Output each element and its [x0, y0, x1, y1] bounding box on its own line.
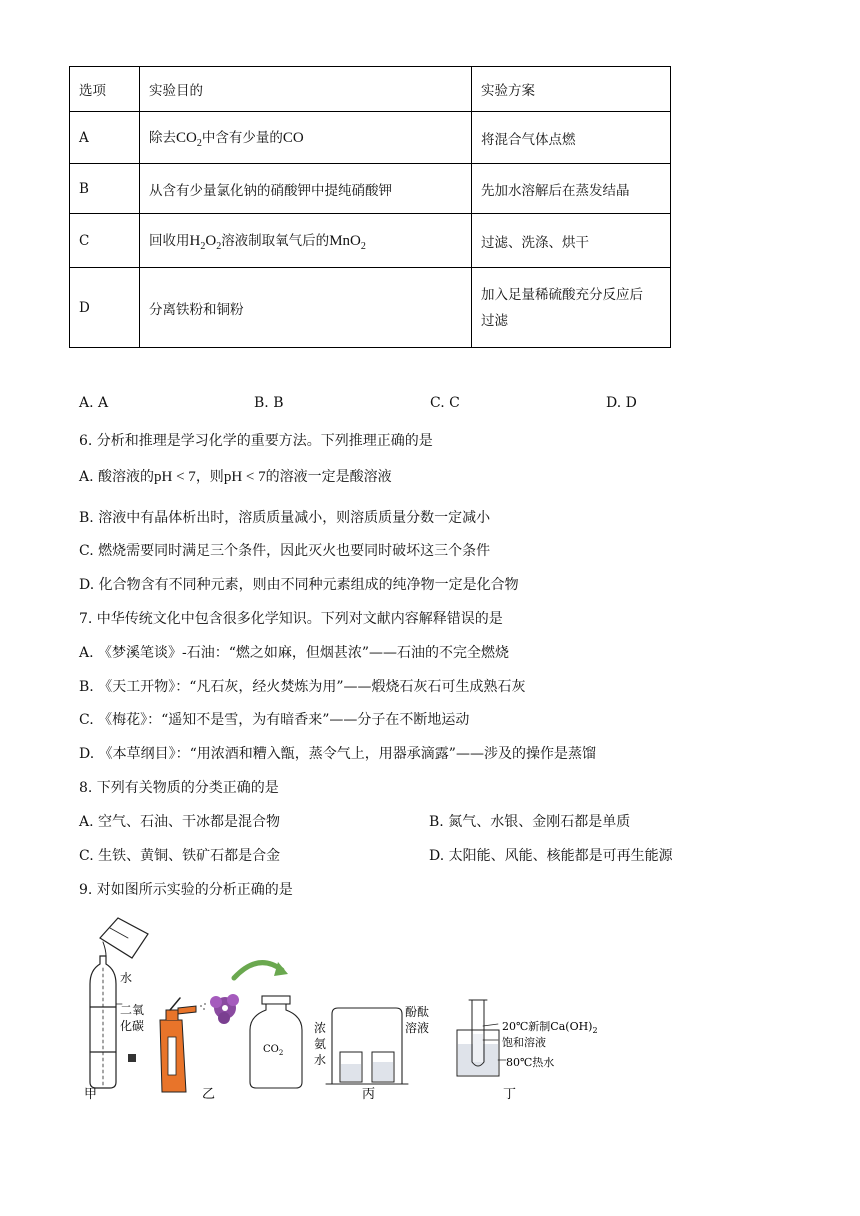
- table-header-row: [70, 67, 671, 112]
- table-row: [70, 214, 671, 268]
- q6-stem: 6. 分析和推理是学习化学的重要方法。下列推理正确的是: [79, 433, 433, 449]
- header-option: 选项: [70, 67, 140, 112]
- table-row: [70, 164, 671, 214]
- label-bing: 丙: [362, 1087, 376, 1102]
- q9-experiment-figure: [70, 912, 670, 1102]
- phenolphthalein-beaker-drawing: [372, 1052, 394, 1082]
- q6-choice-c[interactable]: C. 燃烧需要同时满足三个条件，因此灭火也要同时破坏这三个条件: [79, 543, 491, 559]
- row-option: B: [70, 164, 140, 214]
- table-row: [70, 268, 671, 348]
- label-co2-line1: 二氧: [120, 1003, 145, 1017]
- label-ammonia-2: 氨: [314, 1037, 327, 1051]
- q7-stem: 7. 中华传统文化中包含很多化学知识。下列对文献内容解释错误的是: [79, 611, 503, 627]
- q5-choice-d[interactable]: D. D: [606, 395, 637, 411]
- row-option: C: [70, 214, 140, 268]
- row-plan: 先加水溶解后在蒸发结晶: [472, 164, 671, 214]
- row-purpose: 回收用$H_2O_2$溶液制取氧气后的MnO$_2$: [140, 214, 472, 268]
- header-plan: 实验方案: [472, 67, 671, 112]
- row-purpose: 除去$CO_2$中含有少量的CO: [140, 112, 472, 164]
- row-plan: 过滤、洗涤、烘干: [472, 214, 671, 268]
- gas-bottle-drawing: [250, 996, 302, 1088]
- table-row: [70, 112, 671, 164]
- row-purpose: 分离铁粉和铜粉: [140, 268, 472, 348]
- label-ammonia-1: 浓: [314, 1021, 327, 1035]
- label-co2-line2: 化碳: [120, 1019, 145, 1033]
- row-purpose: 从含有少量氯化钠的硝酸钾中提纯硝酸钾: [140, 164, 472, 214]
- label-phenol-2: 溶液: [405, 1021, 430, 1035]
- q8-stem: 8. 下列有关物质的分类正确的是: [79, 780, 279, 796]
- plastic-bottle-drawing: [90, 956, 116, 1088]
- purple-flower-drawing: [210, 994, 239, 1024]
- label-caoh2: 20℃新制$Ca(OH)_2$: [502, 1020, 598, 1035]
- experiment-table: [69, 66, 671, 348]
- bell-jar-drawing: [326, 1008, 408, 1084]
- q6-choice-a[interactable]: A. 酸溶液的pH < 7，则pH < 7的溶液一定是酸溶液: [79, 469, 392, 485]
- row-option: A: [70, 112, 140, 164]
- beaker-pouring-drawing: [100, 918, 148, 958]
- ammonia-beaker-drawing: [340, 1052, 362, 1082]
- label-water: 水: [120, 971, 133, 985]
- label-phenol-1: 酚酞: [405, 1005, 430, 1019]
- q8-choice-a[interactable]: A. 空气、石油、干冰都是混合物: [79, 814, 281, 830]
- test-tube-drawing: [469, 1000, 487, 1066]
- q6-choice-d[interactable]: D. 化合物含有不同种元素，则由不同种元素组成的纯净物一定是化合物: [79, 577, 519, 593]
- q9-stem: 9. 对如图所示实验的分析正确的是: [79, 882, 293, 898]
- q5-choice-b[interactable]: B. B: [254, 395, 284, 411]
- q8-choice-b[interactable]: B. 氮气、水银、金刚石都是单质: [429, 814, 631, 830]
- header-purpose: 实验目的: [140, 67, 472, 112]
- row-plan: 加入足量稀硫酸充分反应后 过滤: [472, 268, 671, 348]
- q8-choice-d[interactable]: D. 太阳能、风能、核能都是可再生能源: [429, 848, 673, 864]
- label-yi: 乙: [202, 1087, 216, 1102]
- q5-choice-a[interactable]: A. A: [79, 395, 109, 411]
- label-hot-water: 80℃热水: [506, 1056, 555, 1069]
- label-ammonia-3: 水: [314, 1053, 327, 1067]
- label-jia: 甲: [84, 1087, 98, 1102]
- q5-choice-c[interactable]: C. C: [430, 395, 460, 411]
- q7-choice-a[interactable]: A. 《梦溪笔谈》-石油：“燃之如麻，但烟甚浓”——石油的不完全燃烧: [79, 645, 510, 661]
- row-plan: 将混合气体点燃: [472, 112, 671, 164]
- q7-choice-c[interactable]: C. 《梅花》：“遥知不是雪，为有暗香来”——分子在不断地运动: [79, 712, 470, 728]
- row-option: D: [70, 268, 140, 348]
- label-saturated: 饱和溶液: [502, 1036, 546, 1049]
- q8-choice-c[interactable]: C. 生铁、黄铜、铁矿石都是合金: [79, 848, 281, 864]
- spray-bottle-drawing: [160, 998, 206, 1092]
- q7-choice-b[interactable]: B. 《天工开物》：“凡石灰，经火焚炼为用”——煅烧石灰石可生成熟石灰: [79, 679, 526, 695]
- label-co2-bottle: $CO_2$: [263, 1044, 284, 1057]
- q6-choice-b[interactable]: B. 溶液中有晶体析出时，溶质质量减小，则溶质质量分数一定减小: [79, 510, 491, 526]
- label-ding: 丁: [503, 1087, 517, 1102]
- bottle-cap-drawing: [128, 1054, 136, 1062]
- q7-choice-d[interactable]: D. 《本草纲目》：“用浓酒和糟入甑，蒸令气上，用器承滴露”——涉及的操作是蒸馏: [79, 746, 596, 762]
